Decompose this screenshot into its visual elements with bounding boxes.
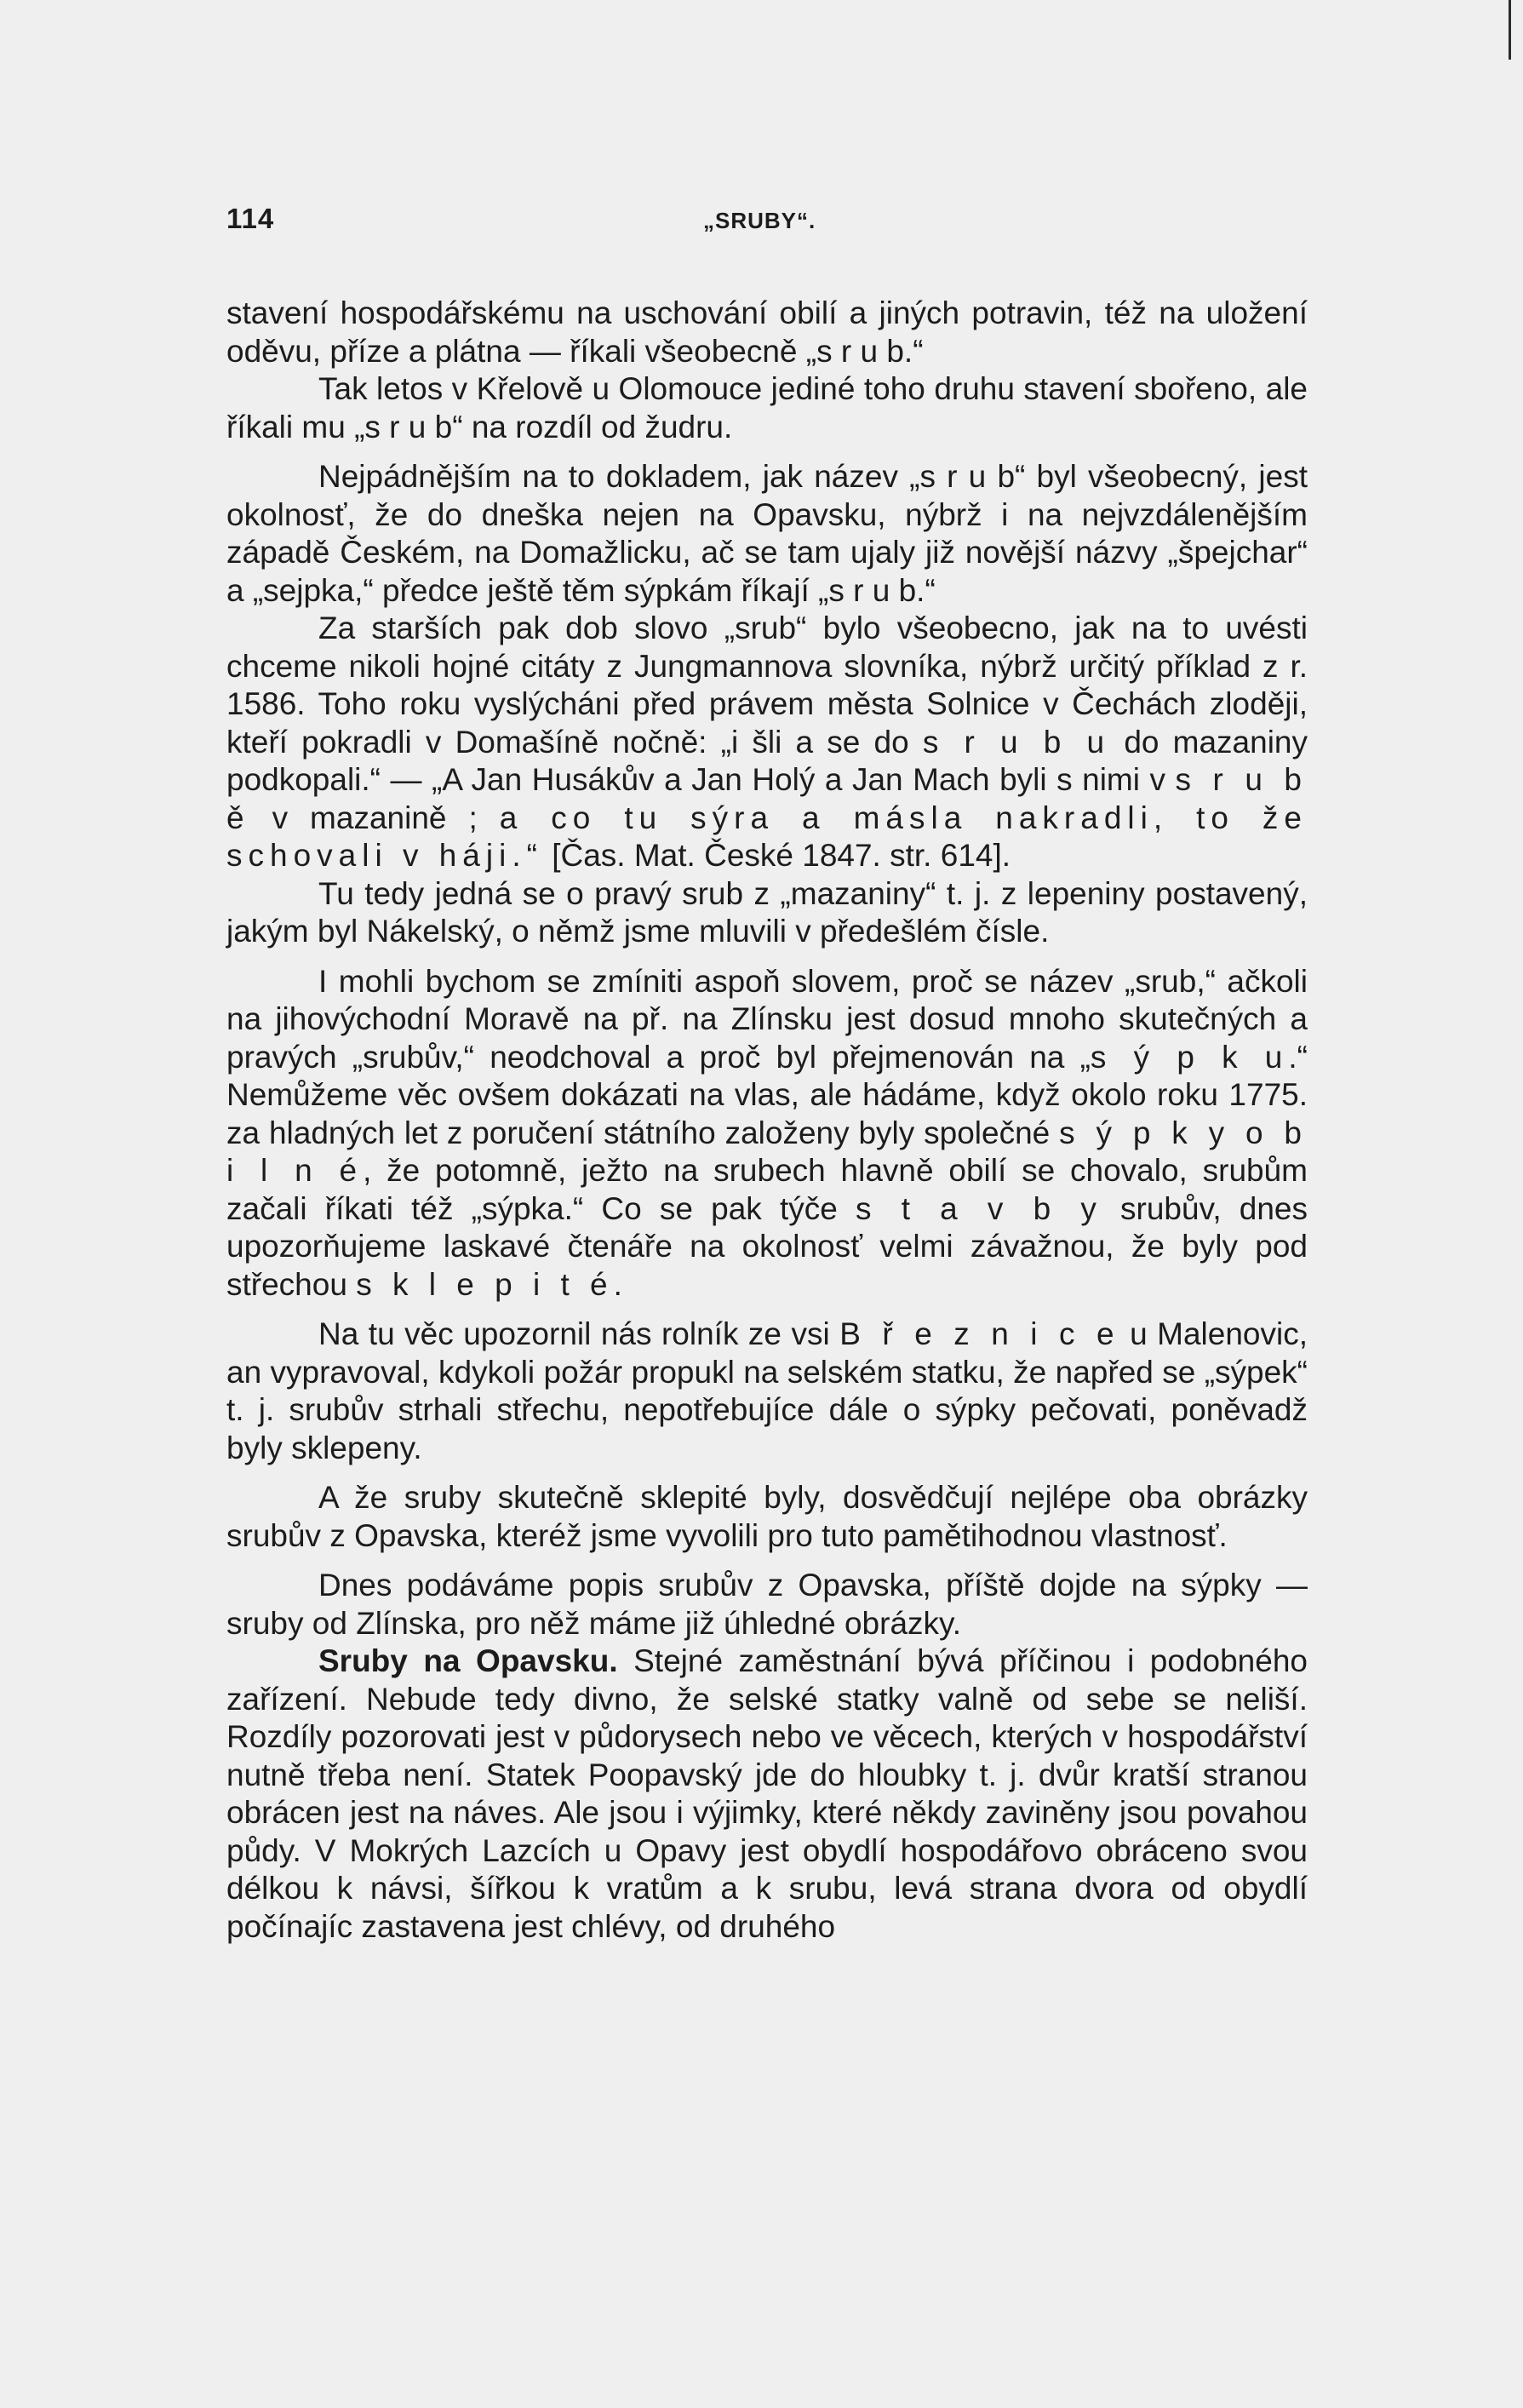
p6-spaced-sklepite: s k l e p i t é — [356, 1266, 614, 1302]
p6-text-a: I mohli bychom se zmíniti aspoň slovem, proč se název „srub,“ ačkoli na jihovýchodní Moravě na př. na Zlínsku jest dosud mnoho skutečných a pravých „srubův,“ neodchoval a proč byl přejmenován na „ — [226, 963, 1308, 1075]
p4-text-e: v mazanině ; — [272, 800, 478, 835]
section-heading: Sruby na Opavsku. — [318, 1643, 618, 1678]
paragraph-1: stavení hospodářskému na uschování obilí a jiných potravin, též na uložení oděvu, příze a plátna — říkali všeobecně „s r u b.“ — [226, 295, 1308, 369]
paragraph-10 — [226, 1643, 1308, 1946]
p6-text-i: . — [613, 1266, 622, 1302]
p10-text: Stejné zaměstnání bývá příčinou i podobného zařízení. Nebude tedy divno, že selské statky valně od sebe se neliší. Rozdíly pozorovati jest v půdorysech nebo ve věcech, kterých v hospodářství nutně třeba není. Statek Poopavský jde do hloubky t. j. dvůr kratší stranou obrácen jest na náves. Ale jsou i výjimky, které někdy zaviněny jsou povahou půdy. V Mokrých Lazcích u Opavy jest obydlí hospodářovo obráceno svou délkou k návsi, šířkou k vratům a k srubu, levá strana dvora od obydlí počínajíc zastavena jest chlévy, od druhého — [226, 1643, 1308, 1944]
p6-spaced-stavby: s t a v b y — [856, 1190, 1102, 1226]
running-title: „SRUBY“. — [703, 208, 816, 233]
paragraph-9: Dnes podáváme popis srubův z Opavska, příště dojde na sýpky — sruby od Zlínska, pro něž máme již úhledné obrázky. — [226, 1568, 1308, 1641]
p6-text-c: .“ Nemůžeme věc ovšem dokázati na vlas, ale hádáme, když okolo roku 1775. za hladných let z poručení státního založeny byly společné — [226, 1039, 1308, 1150]
p6-spaced-sypky: s ý p k y o b i l n é — [226, 1115, 1308, 1188]
p7-text-a: Na tu věc upozornil nás rolník ze vsi — [318, 1316, 830, 1351]
paragraph-5: Tu tedy jedná se o pravý srub z „mazaniny“ t. j. z lepeniny postavený, jakým byl Nákelský, o němž jsme mluvili v předešlém čísle. — [226, 875, 1308, 949]
page-number: 114 — [226, 203, 275, 234]
p7-text-c: u Malenovic, an vypravoval, kdykoli požár propukl na selském statku, že napřed se „sýpek“ t. j. srubův strhali střechu, nepotřebujíce dále o sýpky pečovati, poněvadž byly sklepeny. — [226, 1316, 1308, 1465]
p4-text-a: Za starších pak dob slovo „srub“ bylo všeobecno, jak na to uvésti chceme nikoli hojné citáty z Jungmannova slovníka, nýbrž určitý příklad z r. 1586. Toho roku vyslýcháni před právem města Solnice v Čechách zloději, kteří pokradli v Domašíně nočně: „i šli a se do — [226, 611, 1308, 760]
p4-text-c: do mazaniny podkopali.“ — „A Jan Husákův a Jan Holý a Jan Mach byli s nimi v — [226, 724, 1308, 797]
p4-citation: [Čas. Mat. České 1847. str. 614]. — [552, 838, 1011, 873]
p4-spaced-srubu: s r u b u — [922, 724, 1111, 760]
p4-spaced-srube: s r u b ě — [226, 762, 1308, 835]
p6-text-g: srubův, dnes upozorňujeme laskavé čtenáře na okolnosť velmi závažnou, že byly pod střechou — [226, 1190, 1308, 1302]
p6-text-e: , že potomně, ježto na srubech hlavně obilí se chovalo, srubům začali říkati též „sýpka.“ Co se pak týče — [226, 1153, 1308, 1226]
p7-spaced-breznice: B ř e z n i c e — [839, 1316, 1120, 1351]
paragraph-4 — [226, 610, 1308, 875]
p4-spaced-quote: a co tu sýra a másla nakradli, to že schovali v háji.“ — [226, 800, 1308, 873]
body-text — [226, 295, 1308, 1946]
page-header — [226, 203, 1308, 245]
paragraph-8: A že sruby skutečně sklepité byly, dosvědčují nejlépe oba obrázky srubův z Opavska, kteréž jsme vyvolili pro tuto pamětihodnou vlastnosť. — [226, 1480, 1308, 1553]
paragraph-7 — [226, 1316, 1308, 1467]
paragraph-2: Tak letos v Křelově u Olomouce jediné toho druhu stavení sbořeno, ale říkali mu „s r u b“ na rozdíl od žudru. — [226, 371, 1308, 444]
p6-spaced-sypku: s ý p k u — [1090, 1039, 1289, 1075]
paragraph-3: Nejpádnějším na to dokladem, jak název „s r u b“ byl všeobecný, jest okolnosť, že do dneška nejen na Opavsku, nýbrž i na nejvzdálenějším západě Českém, na Domažlicku, ač se tam ujaly již novější názvy „špejchar“ a „sejpka,“ předce ještě těm sýpkám říkají „s r u b.“ — [226, 459, 1308, 608]
page-edge-mark — [1509, 0, 1511, 60]
paragraph-6 — [226, 963, 1308, 1304]
